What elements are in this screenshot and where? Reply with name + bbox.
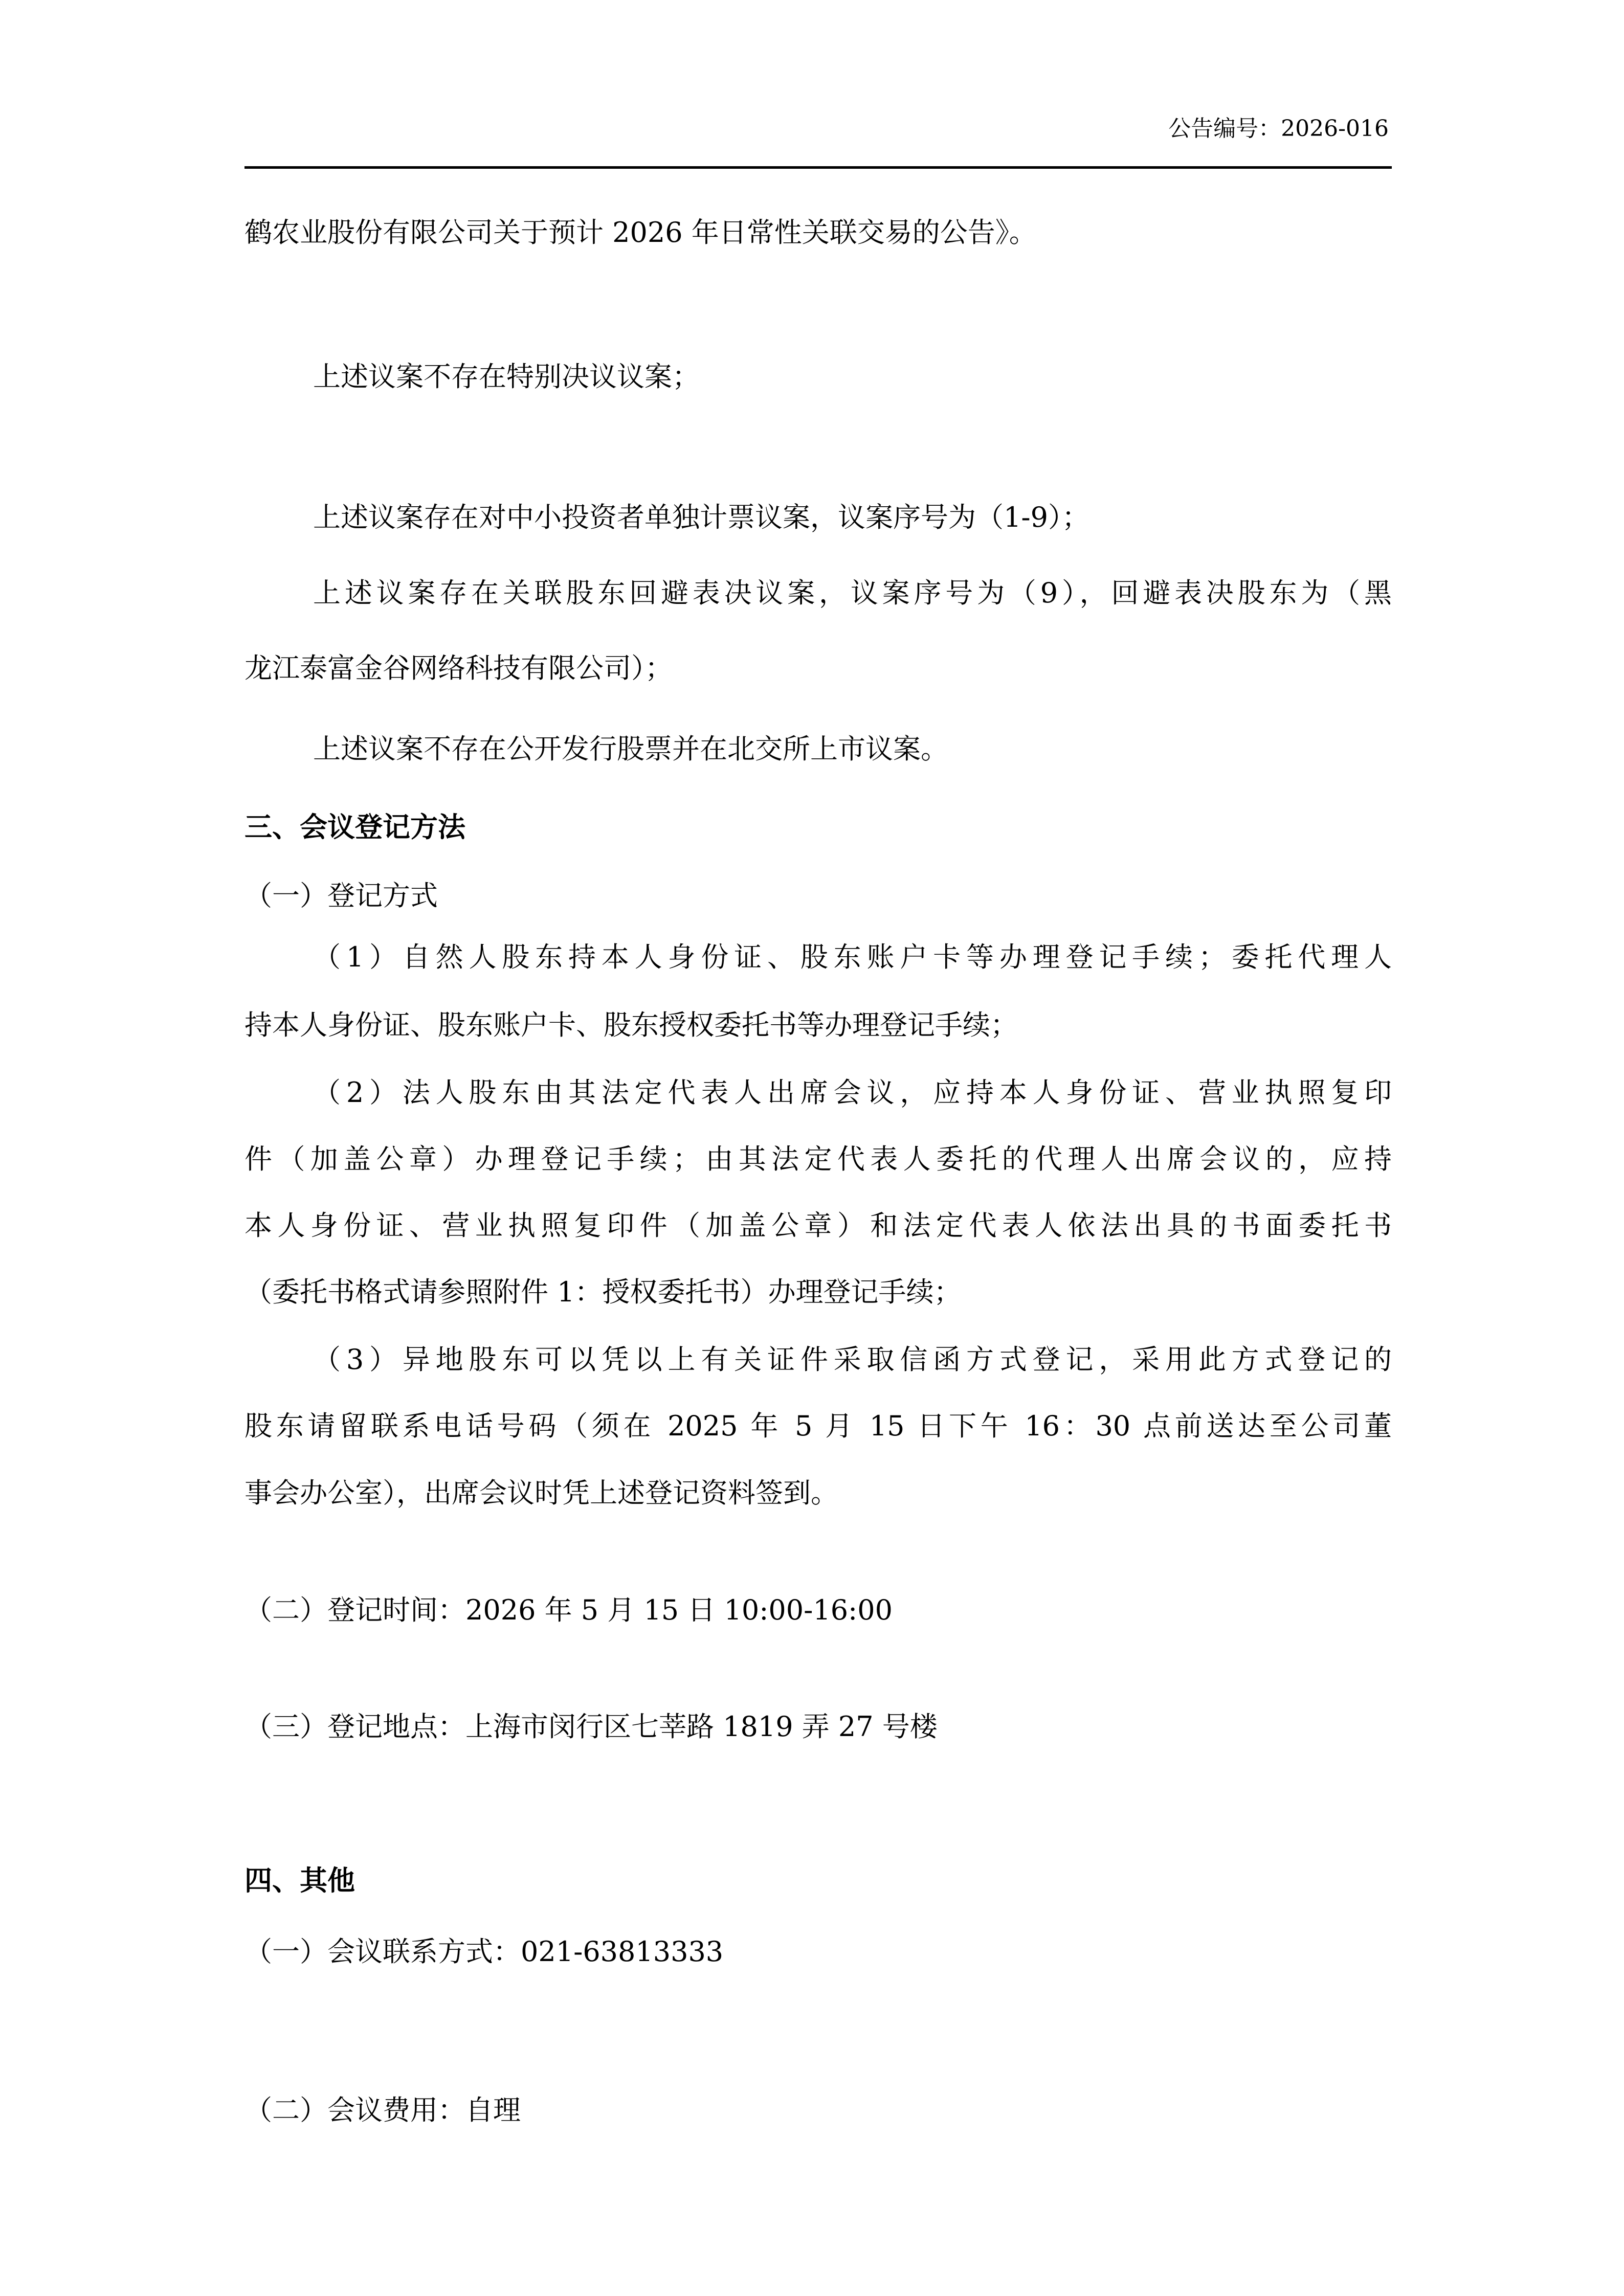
contact-info: （一）会议联系方式：021-63813333 xyxy=(244,1935,724,1968)
body-line: 龙江泰富金谷网络科技有限公司）； xyxy=(244,652,673,684)
body-line: 股东请留联系电话号码（须在 2025 年 5 月 15 日下午 16：30 点前送达至公司董 xyxy=(244,1410,1392,1442)
page-header xyxy=(244,0,1392,169)
body-line: 持本人身份证、股东账户卡、股东授权委托书等办理登记手续； xyxy=(244,1009,1018,1041)
body-line: （3）异地股东可以凭以上有关证件采取信函方式登记，采用此方式登记的 xyxy=(313,1343,1392,1376)
body-line: 鹤农业股份有限公司关于预计 2026 年日常性关联交易的公告》。 xyxy=(244,216,1037,249)
announcement-number: 公告编号：2026-016 xyxy=(1168,116,1389,142)
subsection-heading: （一）登记方式 xyxy=(244,880,438,912)
body-line: 事会办公室），出席会议时凭上述登记资料签到。 xyxy=(244,1477,838,1509)
body-line: （委托书格式请参照附件 1：授权委托书）办理登记手续； xyxy=(244,1276,962,1308)
body-line: 上述议案存在对中小投资者单独计票议案，议案序号为（1-9）； xyxy=(313,501,1089,533)
registration-address: （三）登记地点：上海市闵行区七莘路 1819 弄 27 号楼 xyxy=(244,1710,938,1743)
body-line: 件（加盖公章）办理登记手续；由其法定代表人委托的代理人出席会议的，应持 xyxy=(244,1143,1392,1175)
body-line: （2）法人股东由其法定代表人出席会议，应持本人身份证、营业执照复印 xyxy=(313,1076,1392,1109)
body-line: 本人身份证、营业执照复印件（加盖公章）和法定代表人依法出具的书面委托书 xyxy=(244,1209,1392,1242)
registration-time: （二）登记时间：2026 年 5 月 15 日 10:00-16:00 xyxy=(244,1594,893,1626)
section-heading: 四、其他 xyxy=(244,1864,355,1897)
meeting-fee: （二）会议费用：自理 xyxy=(244,2094,521,2126)
body-line: （1）自然人股东持本人身份证、股东账户卡等办理登记手续；委托代理人 xyxy=(313,941,1392,973)
section-heading: 三、会议登记方法 xyxy=(244,811,465,843)
body-line: 上述议案存在关联股东回避表决议案，议案序号为（9），回避表决股东为（黑 xyxy=(313,577,1392,609)
body-line: 上述议案不存在公开发行股票并在北交所上市议案。 xyxy=(313,733,948,765)
body-line: 上述议案不存在特别决议议案； xyxy=(313,361,700,393)
